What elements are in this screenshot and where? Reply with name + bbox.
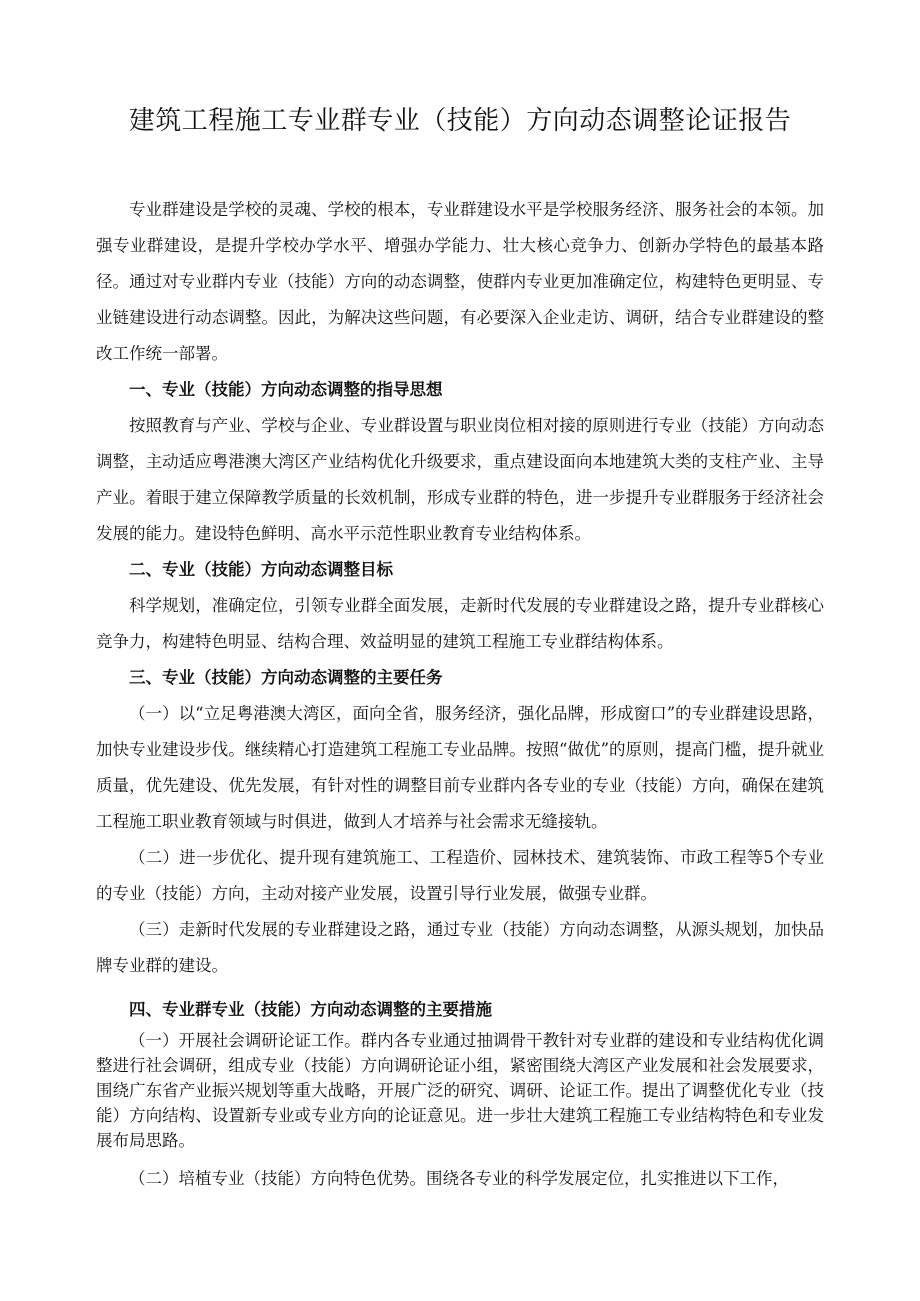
measure-item-2: （二）培植专业（技能）方向特色优势。围绕各专业的科学发展定位，扎实推进以下工作， bbox=[129, 1169, 789, 1188]
section-heading-4: 四、专业群专业（技能）方向动态调整的主要措施 bbox=[129, 1000, 492, 1019]
intro-paragraph: 专业群建设是学校的灵魂、学校的根本，专业群建设水平是学校服务经济、服务社会的本领。加强专业群建设，是提升学校办学水平、增强办学能力、壮大核心竞争力、创新办学特色的最基本路径。通过对专业群内专业（技能）方向的动态调整，使群内专业更加准确定位，构建特色更明显、专业链建设进行动态调整。因此，为解决这些问题，有必要深入企业走访、调研，结合专业群建设的整改工作统一部署。 bbox=[96, 200, 824, 363]
document-title: 建筑工程施工专业群专业（技能）方向动态调整论证报告 bbox=[128, 106, 792, 136]
section-heading-1: 一、专业（技能）方向动态调整的指导思想 bbox=[129, 380, 443, 399]
task-item-3: （三）走新时代发展的专业群建设之路，通过专业（技能）方向动态调整，从源头规划，加快品牌专业群的建设。 bbox=[96, 920, 824, 975]
section-heading-3: 三、专业（技能）方向动态调整的主要任务 bbox=[129, 668, 443, 687]
section-1-paragraph: 按照教育与产业、学校与企业、专业群设置与职业岗位相对接的原则进行专业（技能）方向动态调整，主动适应粤港澳大湾区产业结构优化升级要求，重点建设面向本地建筑大类的支柱产业、主导产业。着眼于建立保障教学质量的长效机制，形成专业群的特色，进一步提升专业群服务于经济社会发展的能力。建设特色鲜明、高水平示范性职业教育专业结构体系。 bbox=[96, 416, 824, 543]
section-2-paragraph: 科学规划，准确定位，引领专业群全面发展，走新时代发展的专业群建设之路，提升专业群核心竞争力，构建特色明显、结构合理、效益明显的建筑工程施工专业群结构体系。 bbox=[96, 596, 824, 651]
section-heading-2: 二、专业（技能）方向动态调整目标 bbox=[129, 560, 393, 579]
measure-item-1: （一）开展社会调研论证工作。群内各专业通过抽调骨干教针对专业群的建设和专业结构优化调整进行社会调研，组成专业（技能）方向调研论证小组，紧密围绕大湾区产业发展和社会发展要求，围绕广东省产业振兴规划等重大战略，开展广泛的研究、调研、论证工作。提出了调整优化专业（技能）方向结构、设置新专业或专业方向的论证意见。进一步壮大建筑工程施工专业结构特色和专业发展布局思路。 bbox=[96, 1031, 824, 1150]
document-body bbox=[96, 192, 824, 1197]
task-item-1: （一）以“立足粤港澳大湾区，面向全省，服务经济，强化品牌，形成窗口”的专业群建设思路，加快专业建设步伐。继续精心打造建筑工程施工专业品牌。按照“做优”的原则，提高门槛，提升就业质量，优先建设、优先发展，有针对性的调整目前专业群内各专业的专业（技能）方向，确保在建筑工程施工职业教育领域与时俱进，做到人才培养与社会需求无缝接轨。 bbox=[96, 704, 824, 831]
task-item-2: （二）进一步优化、提升现有建筑施工、工程造价、园林技术、建筑装饰、市政工程等5个专业的专业（技能）方向，主动对接产业发展，设置引导行业发展，做强专业群。 bbox=[96, 848, 824, 903]
